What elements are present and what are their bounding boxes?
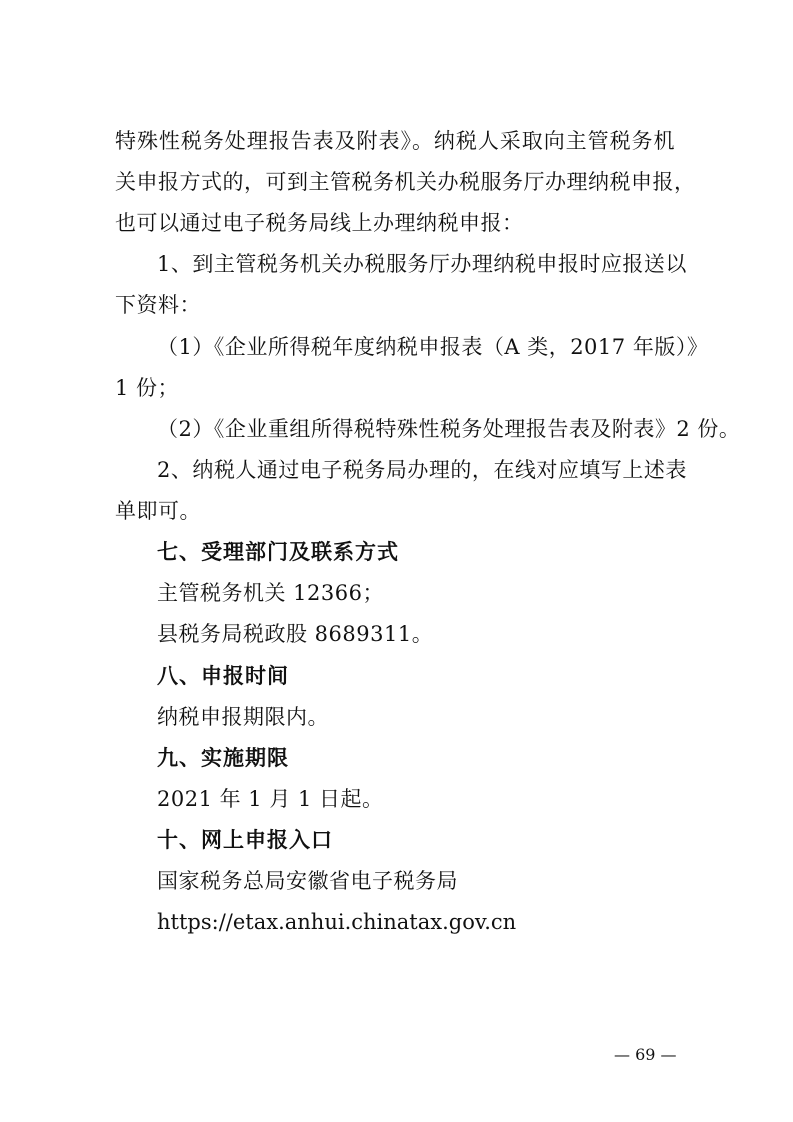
section-heading: 七、受理部门及联系方式 [157, 540, 399, 564]
list-item-line: 1、到主管税务机关办税服务厅办理纳税申报时应报送以 [157, 252, 687, 276]
website-url: https://etax.anhui.chinatax.gov.cn [157, 910, 517, 934]
section-heading: 八、申报时间 [157, 664, 289, 688]
paragraph-line: 关申报方式的，可到主管税务机关办税服务厅办理纳税申报， [115, 170, 696, 194]
sub-item-line: （2）《企业重组所得税特殊性税务处理报告表及附表》2 份。 [157, 417, 741, 441]
list-item-line: 单即可。 [115, 499, 201, 523]
list-item-line: 2、纳税人通过电子税务局办理的，在线对应填写上述表 [157, 458, 687, 482]
section-heading: 十、网上申报入口 [157, 828, 333, 852]
section-text: 2021 年 1 月 1 日起。 [157, 787, 384, 811]
section-text: 纳税申报期限内。 [157, 705, 329, 729]
contact-line: 县税务局税政股 8689311。 [157, 622, 434, 646]
list-item-line: 下资料： [115, 293, 201, 317]
paragraph-line: 特殊性税务处理报告表及附表》。纳税人采取向主管税务机 [115, 129, 675, 153]
section-heading: 九、实施期限 [157, 746, 289, 770]
contact-line: 主管税务机关 12366； [157, 581, 384, 605]
sub-item-line: （1）《企业所得税年度纳税申报表（A 类，2017 年版）》 [157, 335, 709, 359]
sub-item-line: 1 份； [115, 376, 180, 400]
page-number: — 69 — [614, 1045, 677, 1064]
paragraph-line: 也可以通过电子税务局线上办理纳税申报： [115, 211, 524, 235]
section-text: 国家税务总局安徽省电子税务局 [157, 869, 458, 893]
